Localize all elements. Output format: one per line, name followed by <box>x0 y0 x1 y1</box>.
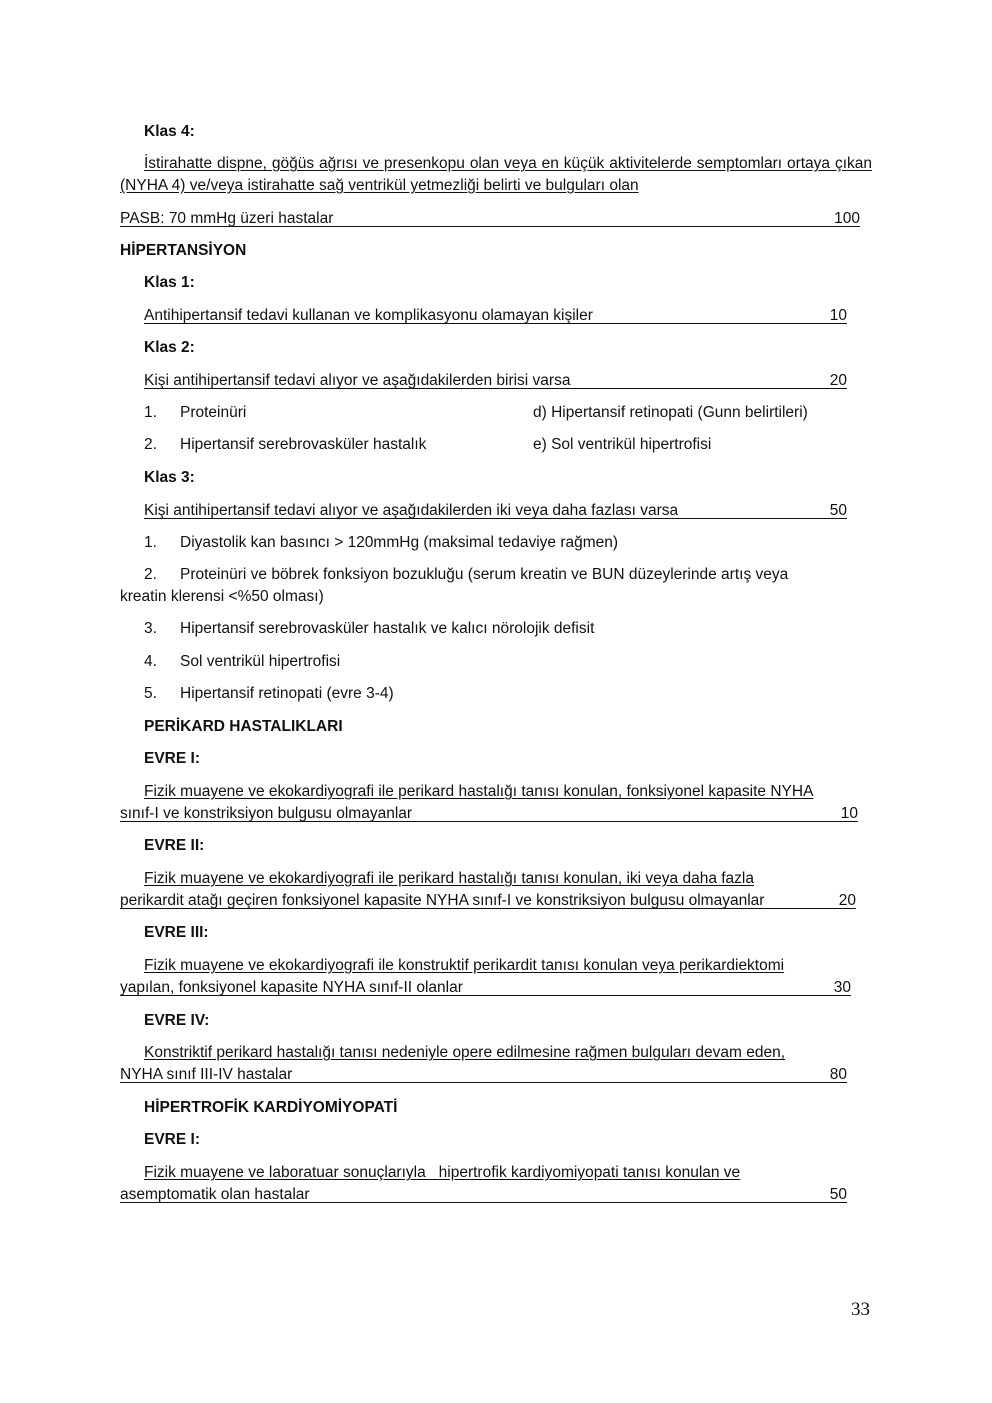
htn-klas3-score: 50 <box>829 502 847 519</box>
item-text: Sol ventrikül hipertrofisi <box>180 653 341 670</box>
item-text-right: d) Hipertansif retinopati (Gunn belirtileri) <box>533 404 808 421</box>
perikard-evre1-score: 10 <box>840 805 858 822</box>
item-text: Hipertansif retinopati (evre 3-4) <box>180 685 394 702</box>
htn-klas3-item <box>144 618 594 640</box>
hkmp-title: HİPERTROFİK KARDİYOMİYOPATİ <box>144 1099 398 1116</box>
htn-klas3-item <box>144 683 394 705</box>
perikard-evre4-line1: Konstriktif perikard hastalığı tanısı nedeniyle opere edilmesine rağmen bulguları devam eden, <box>144 1044 786 1061</box>
perikard-evre1-line2: sınıf-I ve konstriksiyon bulgusu olmayanlar <box>120 805 413 822</box>
htn-klas3-heading: Klas 3: <box>144 469 195 486</box>
perikard-evre4-heading: EVRE IV: <box>144 1012 210 1029</box>
item-number: 2. <box>144 436 157 453</box>
hkmp-evre1-score: 50 <box>829 1186 847 1203</box>
htn-klas2-item <box>144 434 872 456</box>
htn-klas3-item-continued: kreatin klerensi <%50 olması) <box>120 588 324 605</box>
perikard-evre4-line2: NYHA sınıf III-IV hastalar <box>120 1066 293 1083</box>
item-text: Hipertansif serebrovasküler hastalık ve kalıcı nörolojik defisit <box>180 620 595 637</box>
perikard-evre3-score: 30 <box>833 979 851 996</box>
htn-klas3-item <box>144 564 872 586</box>
htn-klas2-item <box>144 402 872 424</box>
perikard-evre2-score-line <box>120 890 856 912</box>
klas4-line-text: PASB: 70 mmHg üzeri hastalar <box>120 210 334 227</box>
item-text: Proteinüri <box>180 404 247 421</box>
perikard-evre4-score-line <box>120 1064 847 1086</box>
klas4-paragraph: İstirahatte dispne, göğüs ağrısı ve presenkopu olan veya en küçük aktivitelerde semptomları ortaya çıkan (NYHA 4) ve/veya istirahatte sağ ventrikül yetmezliği belirti ve bulguları olan <box>120 155 872 194</box>
item-number: 4. <box>144 653 157 670</box>
perikard-evre2-line1: Fizik muayene ve ekokardiyografi ile perikard hastalığı tanısı konulan, iki veya daha fazla <box>144 870 754 887</box>
item-number: 5. <box>144 685 157 702</box>
htn-klas2-heading: Klas 2: <box>144 339 195 356</box>
klas4-score: 100 <box>834 210 860 227</box>
htn-klas3-item <box>144 651 340 673</box>
klas4-heading: Klas 4: <box>144 123 195 140</box>
perikard-evre3-heading: EVRE III: <box>144 924 209 941</box>
item-number: 1. <box>144 534 157 551</box>
item-number: 3. <box>144 620 157 637</box>
perikard-evre2-score: 20 <box>838 892 856 909</box>
htn-klas2-text: Kişi antihipertansif tedavi alıyor ve aşağıdakilerden birisi varsa <box>144 372 571 389</box>
htn-klas3-text: Kişi antihipertansif tedavi alıyor ve aşağıdakilerden iki veya daha fazlası varsa <box>144 502 679 519</box>
item-text: Hipertansif serebrovasküler hastalık <box>180 436 427 453</box>
htn-klas2-line <box>144 370 847 392</box>
htn-klas1-text: Antihipertansif tedavi kullanan ve komplikasyonu olamayan kişiler <box>144 307 593 324</box>
htn-klas3-line <box>144 500 847 522</box>
perikard-evre1-heading: EVRE I: <box>144 750 200 767</box>
item-number: 2. <box>144 566 157 583</box>
hkmp-evre1-heading: EVRE I: <box>144 1131 200 1148</box>
item-number: 1. <box>144 404 157 421</box>
perikard-title: PERİKARD HASTALIKLARI <box>144 718 343 735</box>
htn-klas1-heading: Klas 1: <box>144 274 195 291</box>
htn-klas3-item <box>144 532 618 554</box>
hipertansiyon-title: HİPERTANSİYON <box>120 242 247 259</box>
perikard-evre3-line1: Fizik muayene ve ekokardiyografi ile konstruktif perikardit tanısı konulan veya perikardiektomi <box>144 957 785 974</box>
page-number: 33 <box>851 1299 870 1320</box>
item-text-right: e) Sol ventrikül hipertrofisi <box>533 436 712 453</box>
item-text: Diyastolik kan basıncı > 120mmHg (maksimal tedaviye rağmen) <box>180 534 619 551</box>
klas4-score-line <box>120 208 860 230</box>
perikard-evre4-score: 80 <box>829 1066 847 1083</box>
htn-klas1-line <box>144 305 847 327</box>
hkmp-evre1-score-line <box>120 1184 847 1206</box>
perikard-evre3-score-line <box>120 977 851 999</box>
perikard-evre3-line2: yapılan, fonksiyonel kapasite NYHA sınıf-II olanlar <box>120 979 463 996</box>
hkmp-evre1-line2: asemptomatik olan hastalar <box>120 1186 310 1203</box>
perikard-evre1-line1: Fizik muayene ve ekokardiyografi ile perikard hastalığı tanısı konulan, fonksiyonel kapasite NYHA <box>144 783 814 800</box>
htn-klas2-score: 20 <box>829 372 847 389</box>
hkmp-evre1-line1: Fizik muayene ve laboratuar sonuçlarıyla hipertrofik kardiyomiyopati tanısı konulan ve <box>144 1164 741 1181</box>
htn-klas1-score: 10 <box>829 307 847 324</box>
perikard-evre2-line2: perikardit atağı geçiren fonksiyonel kapasite NYHA sınıf-I ve konstriksiyon bulgusu olmayanlar <box>120 892 765 909</box>
item-text: Proteinüri ve böbrek fonksiyon bozukluğu (serum kreatin ve BUN düzeylerinde artış veya <box>180 566 789 583</box>
perikard-evre2-heading: EVRE II: <box>144 837 205 854</box>
perikard-evre1-score-line <box>120 803 858 825</box>
